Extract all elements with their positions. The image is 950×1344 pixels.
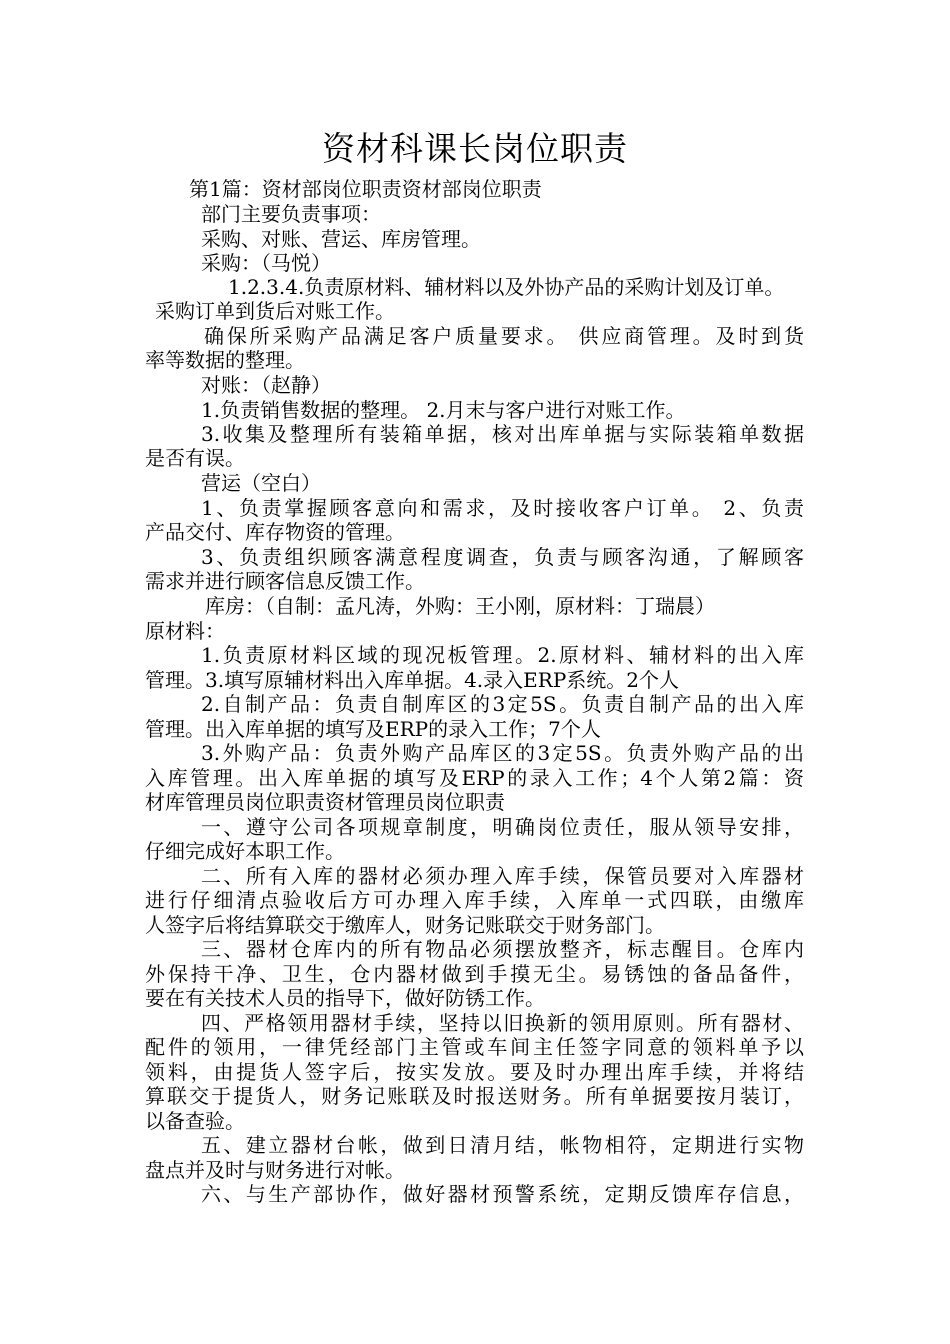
text-line: 算联交于提货人，财务记账联及时报送财务。所有单据要按月装订， [145,1084,804,1108]
text-line: 二、所有入库的器材必须办理入库手续，保管员要对入库器材 [201,864,804,888]
text-line: 进行仔细清点验收后方可办理入库手续，入库单一式四联，由缴库 [145,888,804,912]
text-line: 第1篇：资材部岗位职责资材部岗位职责 [189,177,542,201]
text-line: 外保持干净、卫生，仓内器材做到手摸无尘。易锈蚀的备品备件， [145,962,804,986]
text-line: 3.外购产品：负责外购产品库区的3定5S。负责外购产品的出 [201,741,804,765]
text-line: 三、器材仓库内的所有物品必须摆放整齐，标志醒目。仓库内 [201,937,804,961]
text-line: 营运（空白） [201,471,321,495]
text-line: 采购订单到货后对账工作。 [155,299,395,323]
text-line: 领料，由提货人签字后，按实发放。要及时办理出库手续，并将结 [145,1060,804,1084]
text-line: 原材料： [145,619,225,643]
text-line: 以备查验。 [145,1109,245,1133]
text-line: 1.2.3.4.负责原材料、辅材料以及外协产品的采购计划及订单。 [228,275,785,299]
text-line: 盘点并及时与财务进行对帐。 [145,1158,405,1182]
text-line: 3、负责组织顾客满意程度调查，负责与顾客沟通，了解顾客 [201,545,804,569]
text-line: 入库管理。出入库单据的填写及ERP的录入工作；4个人第2篇：资 [145,766,804,790]
text-line: 五、建立器材台帐，做到日清月结，帐物相符，定期进行实物 [201,1133,804,1157]
text-line: 1.负责销售数据的整理。 2.月末与客户进行对账工作。 [201,398,686,422]
text-line: 管理。出入库单据的填写及ERP的录入工作；7个人 [145,717,601,741]
text-line: 1、负责掌握顾客意向和需求，及时接收客户订单。 2、负责 [201,496,804,520]
text-line: 是否有误。 [145,446,245,470]
text-line: 产品交付、库存物资的管理。 [145,520,405,544]
text-line: 要在有关技术人员的指导下，做好防锈工作。 [145,986,545,1010]
text-line: 管理。3.填写原辅材料出入库单据。4.录入ERP系统。2个人 [145,668,680,692]
text-line: 2.自制产品：负责自制库区的3定5S。负责自制产品的出入库 [201,692,804,716]
text-line: 3.收集及整理所有装箱单据，核对出库单据与实际装箱单数据 [201,422,804,446]
text-line: 1.负责原材料区域的现况板管理。2.原材料、辅材料的出入库 [201,643,804,667]
text-line: 采购、对账、营运、库房管理。 [201,227,481,251]
text-line: 配件的领用，一律凭经部门主管或车间主任签字同意的领料单予以 [145,1035,804,1059]
text-line: 一、遵守公司各项规章制度，明确岗位责任，服从领导安排， [201,815,804,839]
text-line: 采购：（马悦） [201,251,331,275]
text-line: 六、与生产部协作，做好器材预警系统，定期反馈库存信息， [201,1182,804,1206]
text-line: 率等数据的整理。 [145,348,305,372]
text-line: 人签字后将结算联交于缴库人，财务记账联交于财务部门。 [145,913,665,937]
text-line: 需求并进行顾客信息反馈工作。 [145,569,425,593]
text-line: 材库管理员岗位职责资材管理员岗位职责 [145,790,505,814]
text-line: 库房：（自制：孟凡涛，外购：王小刚，原材料：丁瑞晨） [205,594,715,618]
text-line: 四、严格领用器材手续，坚持以旧换新的领用原则。所有器材、 [201,1011,804,1035]
document-title: 资材科课长岗位职责 [322,129,628,168]
text-line: 对账：（赵静） [201,373,331,397]
text-line: 仔细完成好本职工作。 [145,839,345,863]
text-line: 部门主要负责事项： [201,202,381,226]
text-line: 确保所采购产品满足客户质量要求。 供应商管理。及时到货 [204,324,804,348]
